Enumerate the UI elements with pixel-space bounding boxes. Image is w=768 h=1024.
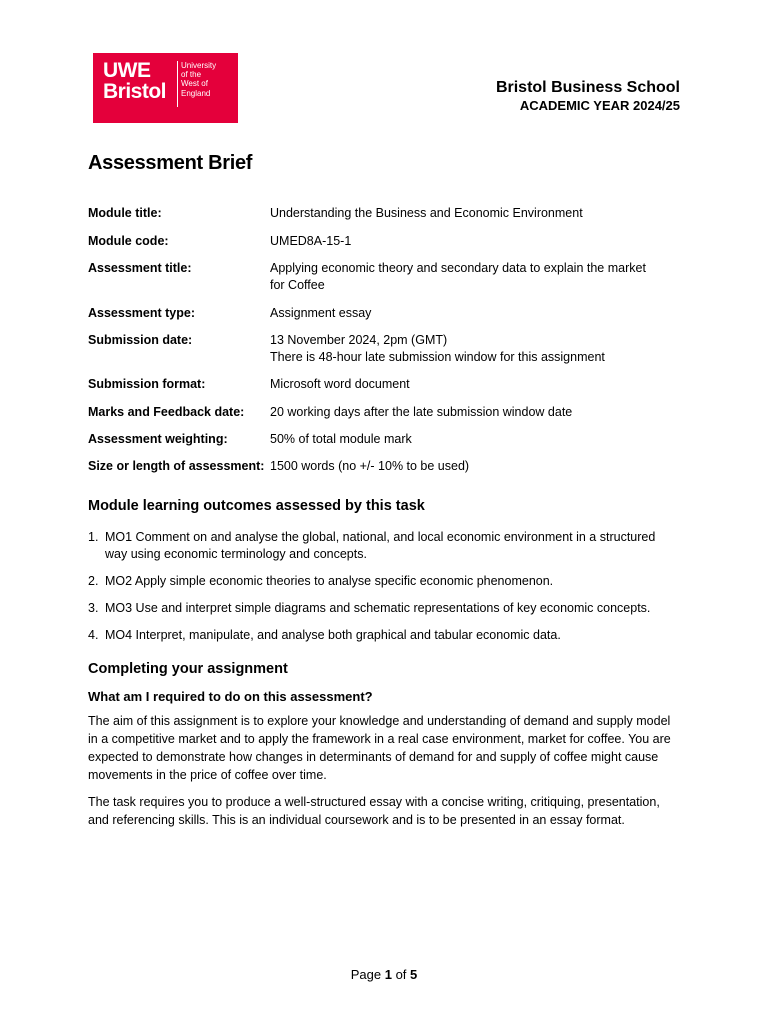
body-paragraph-2: The task requires you to produce a well-structured essay with a concise writing, critiquing, presentation, and referencing skills. This is an individual coursework and is to be presented in an essay format. [88, 795, 660, 827]
assessment-details [88, 205, 688, 478]
list-item-text: MO4 Interpret, manipulate, and analyse both graphical and tabular economic data. [105, 627, 561, 642]
detail-row-assessment-title [88, 260, 688, 305]
academic-year: ACADEMIC YEAR 2024/25 [519, 98, 680, 113]
detail-value [270, 260, 688, 293]
question-heading: What am I required to do on this assessment? [88, 689, 373, 704]
detail-value-line: 13 November 2024, 2pm (GMT) [270, 333, 448, 347]
list-item-text: MO2 Apply simple economic theories to analyse specific economic phenomenon. [105, 573, 554, 588]
body-paragraph-1: The aim of this assignment is to explore your knowledge and understanding of demand and supply model in a competitive market and to apply the framework in a real case environment, market for coffee. You are expected to demonstrate how changes in determinants of demand for and supply of coffee might cause movements in the price of coffee over time. [88, 714, 671, 782]
uwe-bristol-logo [93, 53, 238, 123]
header-school-info [496, 78, 680, 114]
page-footer [0, 967, 768, 982]
detail-row-submission-format [88, 376, 688, 404]
detail-value-line: 20 working days after the late submission window date [270, 404, 573, 419]
detail-row-assessment-type [88, 305, 688, 333]
completing-heading: Completing your assignment [88, 661, 288, 677]
logo-subtitle [181, 61, 216, 98]
list-item-text: MO3 Use and interpret simple diagrams and schematic representations of key economic concepts. [105, 600, 651, 615]
detail-value [270, 305, 688, 322]
detail-row-feedback-date [88, 404, 688, 431]
school-name: Bristol Business School [495, 79, 680, 96]
list-item-text: MO1 Comment on and analyse the global, national, and local economic environment in a structured way using economic terminology and concepts. [105, 530, 656, 561]
footer-prefix: Page [350, 967, 385, 982]
detail-value-line: Understanding the Business and Economic Environment [270, 206, 583, 220]
detail-value [270, 233, 688, 250]
detail-value-line: There is 48-hour late submission window for this assignment [270, 349, 605, 364]
logo-line-bristol: Bristol [103, 80, 167, 103]
logo-sub-line: West of [181, 79, 208, 89]
list-item-number: 1. [88, 530, 99, 544]
detail-row-size [88, 458, 688, 478]
detail-value-line: 50% of total module mark [270, 431, 412, 446]
detail-value [270, 458, 688, 475]
detail-value-line: Applying economic theory and secondary data to explain the market [270, 261, 646, 275]
detail-label: Assessment weighting: [88, 431, 228, 446]
logo-sub-line: of the [181, 70, 202, 80]
list-item-number: 2. [88, 573, 99, 588]
detail-label: Size or length of assessment: [88, 459, 265, 473]
outcomes-heading: Module learning outcomes assessed by this task [88, 498, 425, 514]
detail-value [270, 431, 688, 448]
detail-value-line: UMED8A-15-1 [270, 233, 352, 248]
detail-value [270, 205, 688, 222]
footer-middle: of [391, 967, 411, 982]
list-item [88, 627, 678, 644]
list-item [88, 529, 678, 562]
detail-label: Marks and Feedback date: [88, 404, 245, 419]
detail-value-line: Microsoft word document [270, 377, 410, 391]
detail-label: Submission date: [88, 333, 193, 347]
detail-label: Submission format: [88, 377, 206, 391]
logo-line-uwe: UWE [103, 59, 151, 82]
detail-label: Assessment type: [88, 305, 195, 320]
detail-label: Module title: [88, 206, 162, 220]
detail-row-module-code [88, 233, 688, 261]
detail-value [270, 332, 688, 365]
detail-value [270, 404, 688, 421]
list-item [88, 573, 678, 590]
detail-row-weighting [88, 431, 688, 459]
detail-value-line: for Coffee [270, 277, 325, 292]
detail-value [270, 376, 688, 393]
list-item-number: 3. [88, 600, 99, 615]
list-item [88, 600, 678, 617]
logo-divider [177, 61, 178, 107]
page-title: Assessment Brief [88, 152, 253, 174]
footer-total-pages: 5 [410, 967, 418, 982]
detail-label: Module code: [88, 233, 169, 248]
logo-sub-line: University [181, 61, 217, 70]
list-item-number: 4. [88, 627, 99, 642]
logo-wordmark [103, 60, 166, 102]
detail-row-submission-date [88, 332, 688, 376]
detail-row-module-title [88, 205, 688, 233]
footer-current-page: 1 [384, 967, 392, 982]
detail-value-line: 1500 words (no +/- 10% to be used) [270, 459, 470, 473]
learning-outcomes-list [88, 529, 678, 654]
logo-sub-line: England [181, 88, 211, 98]
detail-label: Assessment title: [88, 261, 192, 275]
detail-value-line: Assignment essay [270, 305, 372, 320]
